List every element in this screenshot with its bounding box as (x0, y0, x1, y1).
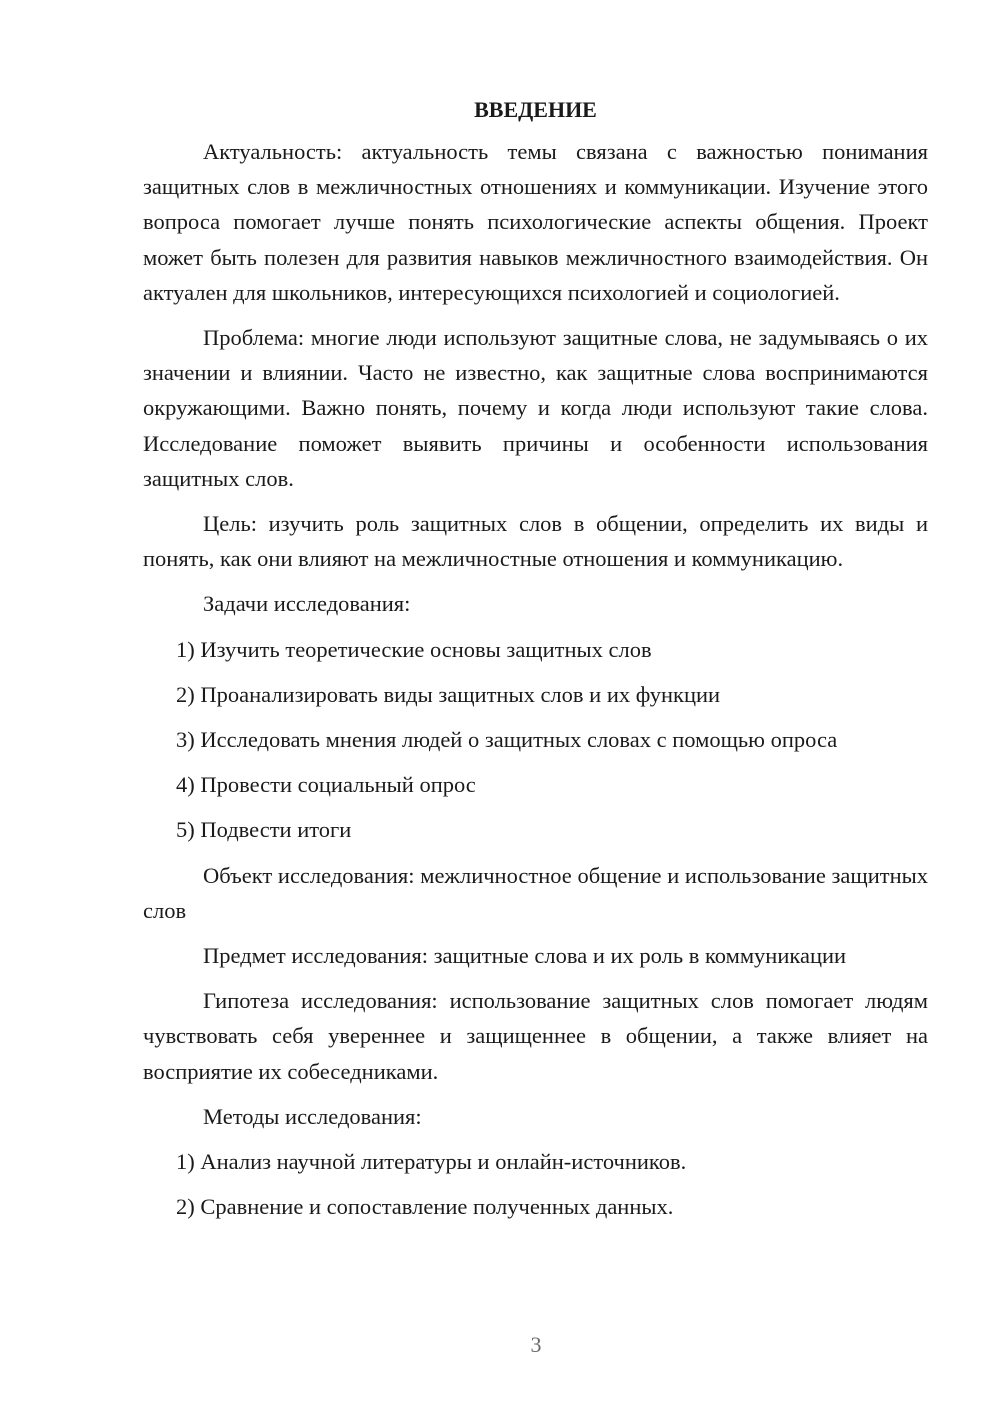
page-number: 3 (530, 1332, 542, 1357)
problem-paragraph: Проблема: многие люди используют защитные слова, не задумываясь о их значении и влиянии. Часто не известно, как защитные слова воспринимаются окружающими. Важно понять, почему и когда люди используют такие слова. Исследование поможет выявить причины и особенности использования защитных слов. (143, 325, 928, 491)
subject-paragraph: Предмет исследования: защитные слова и их роль в коммуникации (203, 943, 847, 969)
task-item-3: 3) Исследовать мнения людей о защитных словах с помощью опроса (176, 727, 838, 753)
goal-paragraph: Цель: изучить роль защитных слов в общении, определить их виды и понять, как они влияют на межличностные отношения и коммуникацию. (143, 511, 928, 572)
methods-heading: Методы исследования: (203, 1103, 422, 1129)
document-page (143, 92, 928, 1234)
method-item-2: 2) Сравнение и сопоставление полученных данных. (176, 1194, 674, 1220)
tasks-heading: Задачи исследования: (203, 591, 411, 617)
hypothesis-paragraph: Гипотеза исследования: использование защитных слов помогает людям чувствовать себя увереннее и защищеннее в общении, а также влияет на восприятие их собеседниками. (143, 988, 928, 1084)
section-title: ВВЕДЕНИЕ (474, 97, 597, 122)
task-item-1: 1) Изучить теоретические основы защитных слов (176, 636, 652, 662)
task-item-4: 4) Провести социальный опрос (176, 772, 476, 798)
method-item-1: 1) Анализ научной литературы и онлайн-источников. (176, 1149, 687, 1175)
relevance-paragraph: Актуальность: актуальность темы связана с важностью понимания защитных слов в межличностных отношениях и коммуникации. Изучение этого вопроса помогает лучше понять психологические аспекты общения. Проект может быть полезен для развития навыков межличностного взаимодействия. Он актуален для школьников, интересующихся психологией и социологией. (143, 139, 928, 305)
object-paragraph: Объект исследования: межличностное общение и использование защитных слов (143, 862, 928, 923)
task-item-2: 2) Проанализировать виды защитных слов и их функции (176, 681, 721, 707)
task-item-5: 5) Подвести итоги (176, 817, 352, 843)
